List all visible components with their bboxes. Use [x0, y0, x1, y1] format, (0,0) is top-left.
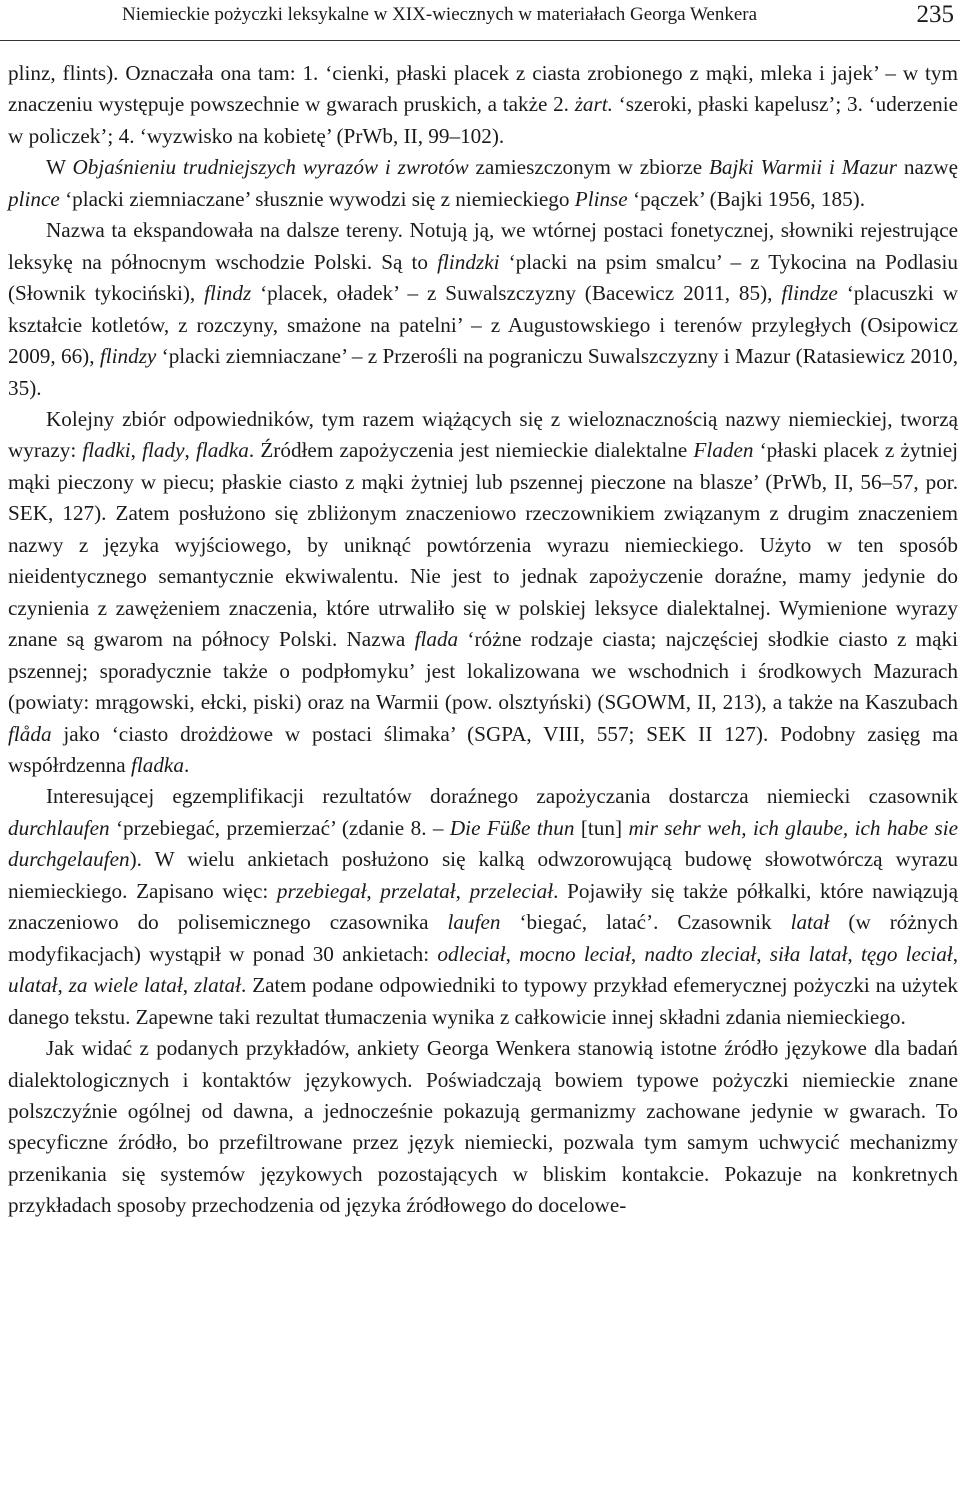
text-run: . [183, 752, 190, 777]
italic-run: mir sehr weh, ich glaube, ich habe sie durchgelaufen [8, 815, 959, 872]
paragraph-3 [8, 215, 958, 404]
text-run: , [847, 941, 861, 966]
text-run: ‘przebiegać, przemierzać’ (zdanie 8. – [109, 815, 450, 840]
italic-run: żart. [574, 92, 613, 117]
text-run: ‘placki na psim smalcu’ – z Tykocina na Podlasiu (Słownik tykociński), [8, 249, 959, 306]
italic-run: fladka [195, 438, 249, 463]
italic-run: zlatał [193, 973, 242, 998]
text-run: , [182, 973, 194, 998]
paragraph-4 [8, 404, 958, 781]
header-rule [0, 40, 960, 41]
italic-run: flåda [8, 721, 52, 746]
italic-run: flady [142, 438, 185, 463]
text-run: Jak widać z podanych przykładów, ankiety Georga Wenkera stanowią istotne źródło językowe dla badań dialektologicznych i kontaktów językowych. Poświadczają bowiem typowe pożyczki niemieckie znane polszczyźnie ogólnej od dawna, a jednocześnie pokazują germanizmy zachowane jedynie w gwarach. To specyficzne źródło, bo przefiltrowane przez język niemiecki, pozwala tym samym uchwycić mechanizmy przenikania się systemów językowych pozostających w bliskim kontakcie. Pokazuje na konkretnych przykładach sposoby przechodzenia od języka źródłowego do docelowe- [8, 1036, 958, 1218]
italic-run: fladka [130, 752, 184, 777]
italic-run: Bajki Warmii i Mazur [708, 155, 898, 180]
text-run: Kolejny zbiór odpowiedników, tym razem wiążących się z wieloznacznością nazwy niemieckiej, tworzą wyrazy: [8, 406, 958, 463]
text-run: . Źródłem zapożyczenia jest niemieckie dialektalne [248, 438, 694, 463]
italic-run: mocno leciał [519, 941, 631, 966]
italic-run: Die Füße thun [449, 815, 575, 840]
text-run: ). W wielu ankietach posłużono się kalką odwzorowującą budowę słowotwórczą wyrazu niemieckiego. Zapisano więc: [8, 847, 958, 903]
text-run: (w różnych modyfikacjach) wystąpił w ponad 30 ankietach: [8, 910, 958, 966]
text-run: . Pojawiły się także półkalki, które nawiązują znaczeniowo do polisemicznego czasownika [8, 878, 958, 935]
italic-run: nadto zleciał [644, 941, 757, 966]
page-number: 235 [916, 1, 954, 28]
italic-run: latał [790, 910, 830, 935]
text-run: ‘pączek’ (Bajki 1956, 185). [627, 186, 866, 211]
italic-run: przelatał [380, 878, 456, 903]
italic-run: Objaśnieniu trudniejszych wyrazów i zwrotów [72, 155, 469, 180]
italic-run: plince [8, 186, 60, 211]
paragraph-5 [8, 781, 958, 1033]
text-run: nazwę [897, 155, 959, 180]
italic-run: odleciał [437, 941, 506, 966]
italic-run: flindzy [99, 344, 157, 369]
text-run: Interesującej egzemplifikacji rezultatów doraźnego zapożyczania dostarcza niemiecki czasownik [46, 784, 958, 809]
text-run: , [184, 438, 196, 463]
text-run: , [130, 438, 143, 463]
text-run: W [46, 155, 73, 180]
italic-run: flada [414, 627, 459, 652]
text-run: ‘szeroki, płaski kapelusz’; 3. ‘uderzenie w policzek’; 4. ‘wyzwisko na kobietę’ (PrWb, II, 99–102). [8, 92, 958, 148]
text-run: ‘placki ziemniaczane’ słusznie wywodzi się z niemieckiego [59, 186, 575, 211]
italic-run: tęgo leciał [860, 941, 953, 966]
italic-run: flindz [204, 281, 252, 306]
text-run: Nazwa ta ekspandowała na dalsze tereny. Notują ją, we wtórnej postaci fonetycznej, słowniki rejestrujące leksykę na północnym wschodzie Polski. Są to [8, 218, 958, 274]
italic-run: ulatał [8, 973, 58, 998]
text-run: zamieszczonym w zbiorze [468, 155, 709, 180]
text-run: , [952, 941, 958, 966]
text-run: , [57, 973, 69, 998]
italic-run: przebiegał [276, 878, 367, 903]
italic-run: laufen [447, 910, 501, 935]
paragraph-1 [8, 58, 958, 152]
italic-run: flindzki [437, 249, 500, 274]
italic-run: Plinse [574, 186, 628, 211]
italic-run: fladki [82, 438, 131, 463]
text-run: [tun] [574, 815, 629, 840]
text-run: . Zatem podane odpowiedniki to typowy przykład efemerycznej pożyczki na użytek danego tekstu. Zapewne taki rezultat tłumaczenia wynika z całkowicie innej składni zdania niemieckiego. [8, 973, 959, 1029]
italic-run: Fladen [693, 438, 754, 463]
italic-run: durchlaufen [8, 815, 110, 840]
body-text [8, 58, 958, 1222]
italic-run: przeleciał [469, 878, 554, 903]
text-run: ‘różne rodzaje ciasta; najczęściej słodkie ciasto z mąki pszennej; sporadycznie także o podpłomyku’ jest lokalizowana we wschodnich i środkowych Mazurach (powiaty: mrągowski, ełcki, piski) oraz na Warmii (pow. olsztyński) (SGOWM, II, 213), a także na Kaszubach [8, 627, 958, 715]
paragraph-6 [8, 1033, 958, 1222]
text-run: ‘placek, oładek’ – z Suwalszczyzny (Bacewicz 2011, 85), [251, 281, 782, 306]
text-run: ‘placuszki w kształcie kotletów, z rozczyny, smażone na patelni’ – z Augustowskiego i terenów przyległych (Osipowicz 2009, 66), [8, 281, 958, 369]
text-run: , [366, 878, 381, 903]
text-run: , [630, 941, 645, 966]
text-run: ‘placki ziemniaczane’ – z Przerośli na pograniczu Suwalszczyzny i Mazur (Ratasiewicz 2010, 35). [8, 344, 958, 400]
italic-run: za wiele latał [68, 973, 183, 998]
italic-run: flindze [781, 281, 838, 306]
italic-run: siła latał [769, 941, 848, 966]
text-run: , [756, 941, 770, 966]
text-run: jako ‘ciasto drożdżowe w postaci ślimaka’ (SGPA, VIII, 557; SEK II 127). Podobny zasięg ma współrdzenna [8, 721, 958, 777]
text-run: ‘płaski placek z żytniej mąki pieczony w piecu; płaskie ciasto z mąki żytniej lub pszennej pieczone na blasze’ (PrWb, II, 56–57, por. SEK, 127). Zatem posłużono się zbliżonym znaczeniowo rzeczownikiem związanym z drugim znaczeniem nazwy z języka wyjściowego, by uniknąć powtórzenia wyrazu niemieckiego. Użyto w ten sposób nieidentycznego semantycznie ekwiwalentu. Nie jest to jednak zapożyczenie doraźne, mamy jedynie do czynienia z zawężeniem znaczenia, które utrwaliło się w polskiej leksyce dialektalnej. Wymienione wyrazy znane są gwarom na północy Polski. Nazwa [8, 438, 959, 652]
running-head: Niemieckie pożyczki leksykalne w XIX-wiecznych w materiałach Georga Wenkera [122, 4, 758, 25]
text-run: ‘biegać, latać’. Czasownik [500, 910, 791, 935]
paragraph-2 [8, 152, 958, 215]
text-run: plinz, flints). Oznaczała ona tam: 1. ‘cienki, płaski placek z ciasta zrobionego z mąki, mleka i jajek’ – w tym znaczeniu występuje powszechnie w gwarach pruskich, a także 2. [8, 61, 958, 117]
text-run: , [455, 878, 470, 903]
page-header [0, 0, 960, 40]
text-run: , [505, 941, 520, 966]
